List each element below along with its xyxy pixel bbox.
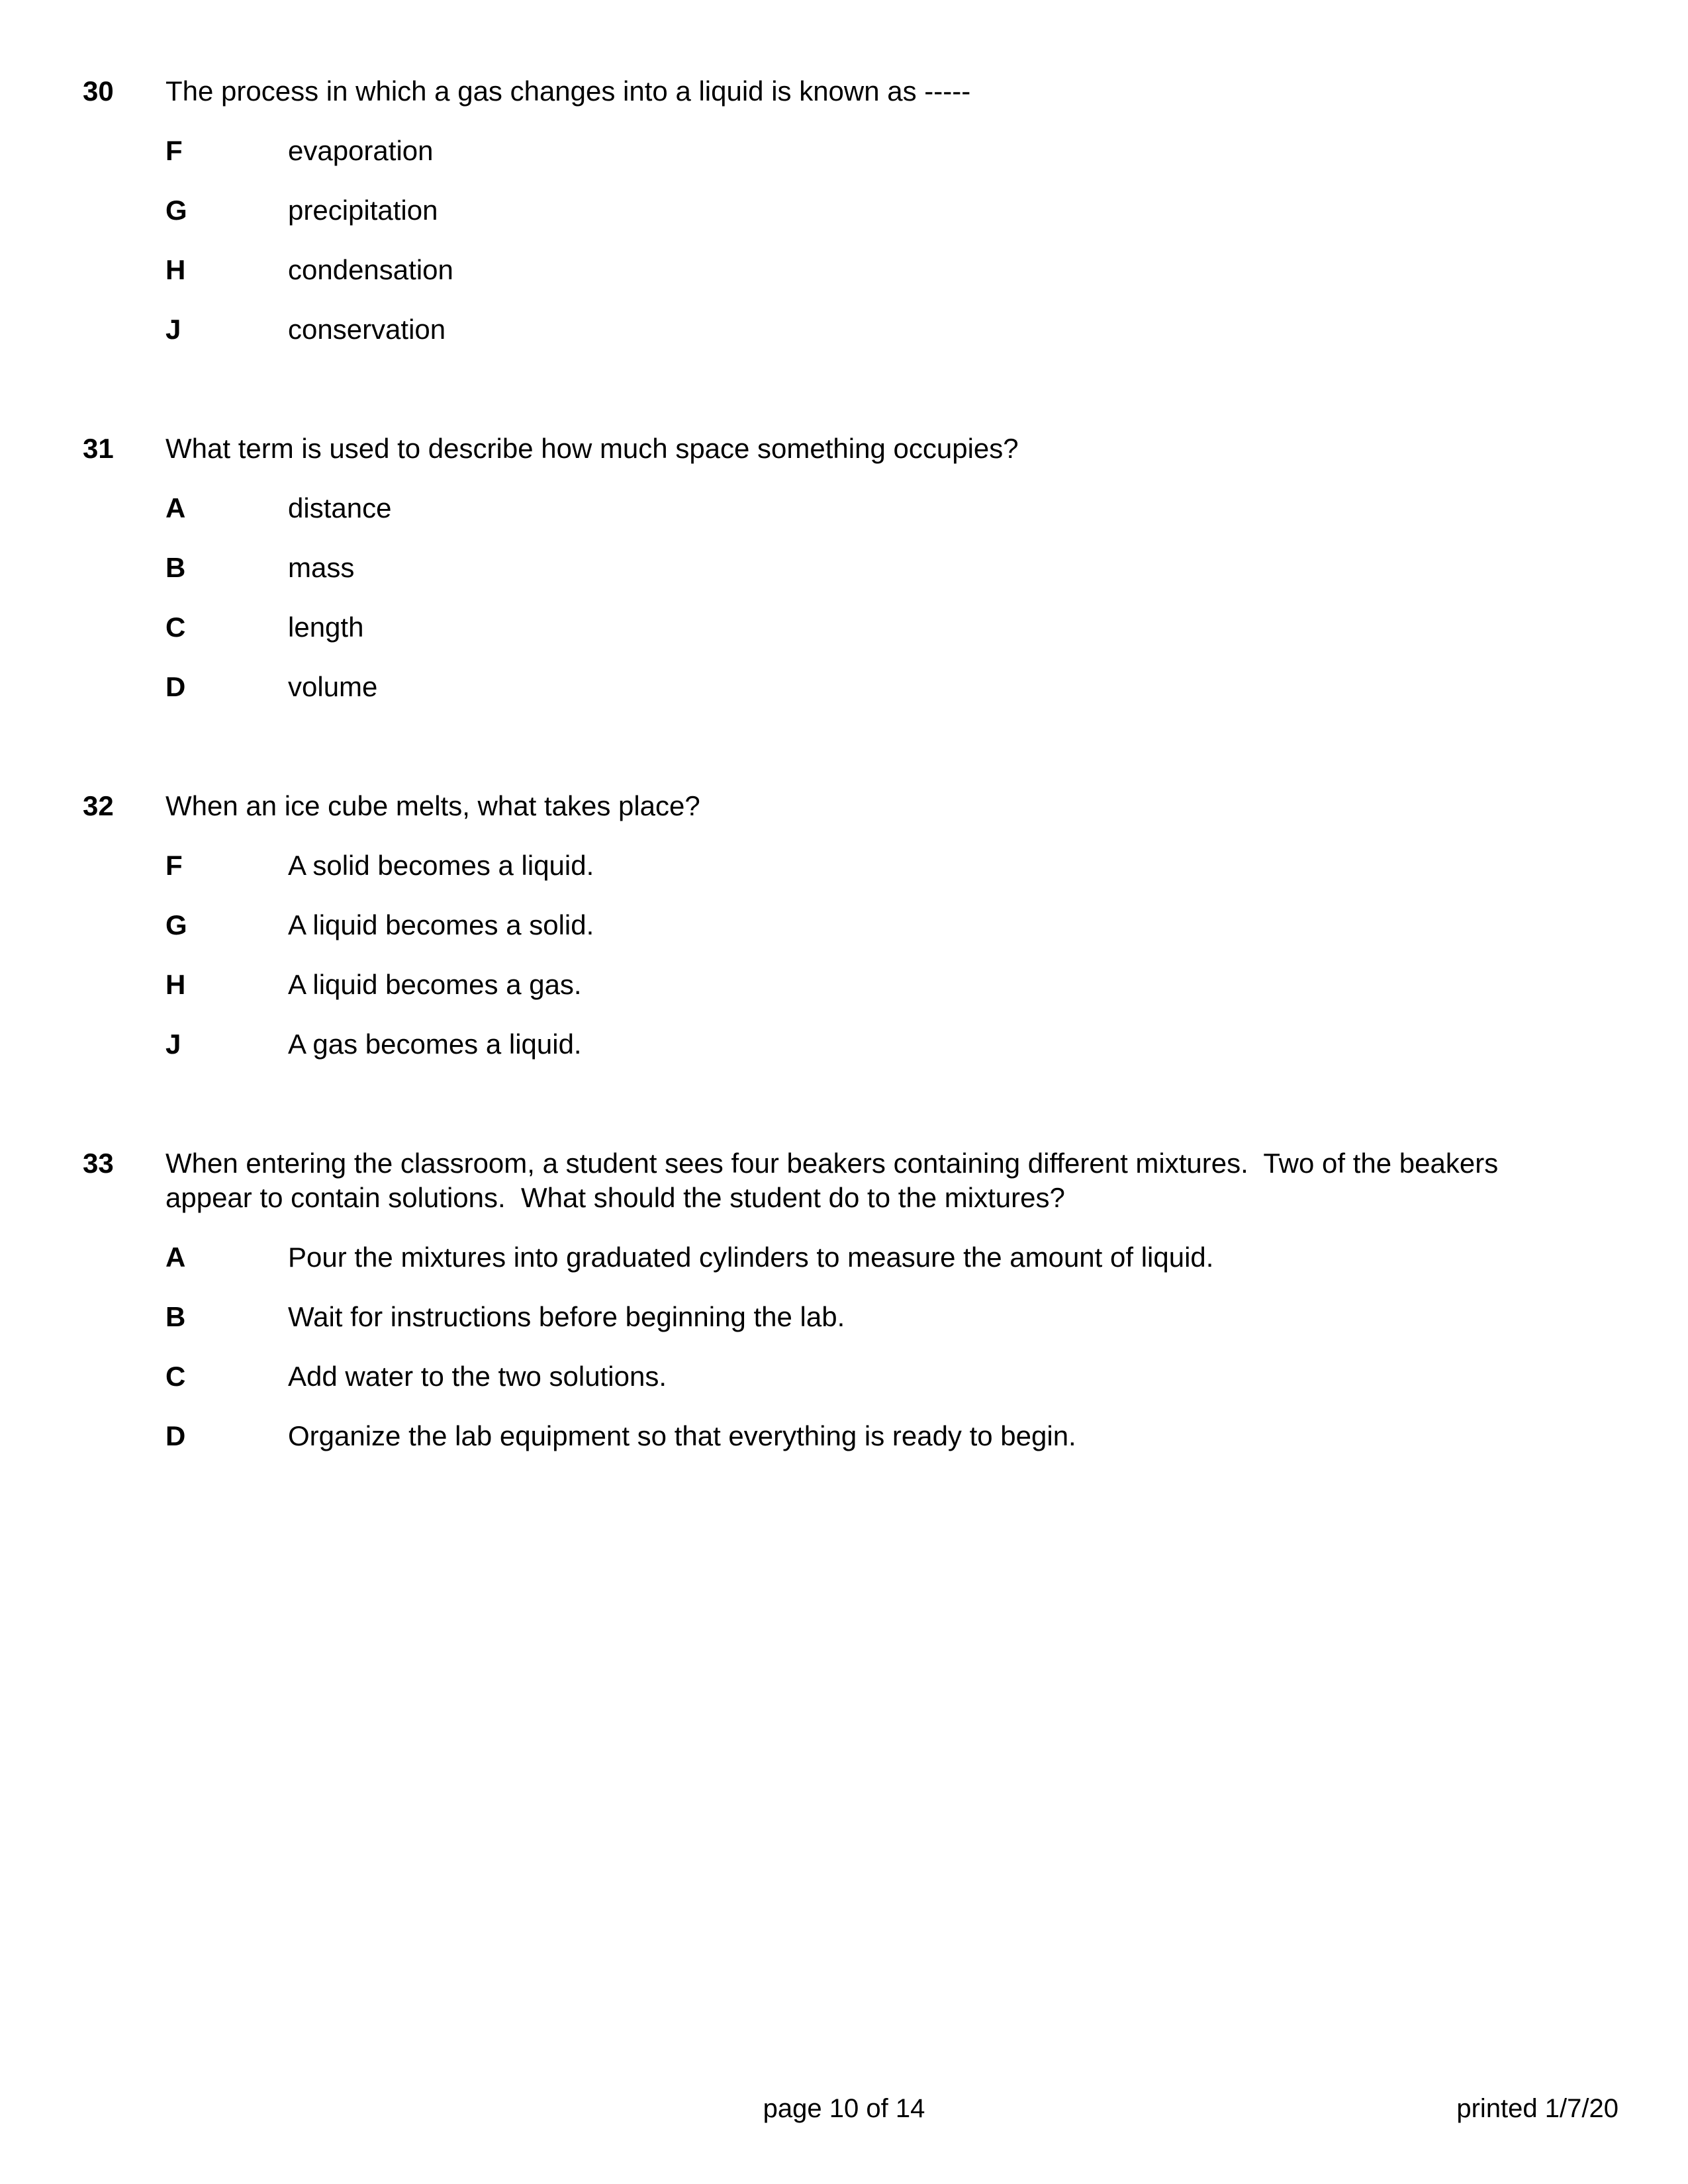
- option-text: precipitation: [288, 195, 438, 226]
- question-number: 30: [83, 75, 114, 107]
- option-text: distance: [288, 492, 392, 523]
- option-row: [165, 610, 1618, 645]
- question-row: [83, 74, 1618, 109]
- question-number: 31: [83, 433, 114, 464]
- question-text-line: When entering the classroom, a student sees four beakers containing different mixtures. Two of the beakers: [165, 1148, 1499, 1179]
- option-row: [165, 968, 1618, 1002]
- option-letter: B: [165, 552, 186, 583]
- question-text: [165, 74, 1618, 109]
- option-row: [165, 848, 1618, 883]
- question-31: [83, 432, 1618, 704]
- option-letter: A: [165, 492, 186, 523]
- option-letter: J: [165, 314, 181, 345]
- question-row: [83, 432, 1618, 466]
- option-row: [165, 134, 1618, 168]
- question-text: [165, 432, 1618, 466]
- option-text: volume: [288, 671, 378, 702]
- options-list: [83, 491, 1618, 704]
- question-text: [165, 789, 1618, 823]
- option-letter: D: [165, 671, 186, 702]
- option-row: [165, 193, 1618, 228]
- option-row: [165, 551, 1618, 585]
- question-text-line: When an ice cube melts, what takes place?: [165, 790, 700, 821]
- option-letter: G: [165, 195, 187, 226]
- option-text: Pour the mixtures into graduated cylinders to measure the amount of liquid.: [288, 1242, 1214, 1273]
- question-text-line: appear to contain solutions. What should the student do to the mixtures?: [165, 1182, 1065, 1213]
- footer-printed-date: printed 1/7/20: [1456, 2094, 1618, 2123]
- option-row: [165, 1419, 1618, 1453]
- question-row: [83, 1146, 1618, 1215]
- option-row: [165, 253, 1618, 287]
- option-text: Organize the lab equipment so that everything is ready to begin.: [288, 1420, 1076, 1451]
- option-row: [165, 312, 1618, 347]
- option-row: [165, 491, 1618, 525]
- option-row: [165, 670, 1618, 704]
- question-text-line: The process in which a gas changes into a liquid is known as -----: [165, 75, 971, 107]
- option-row: [165, 908, 1618, 942]
- question-30: [83, 74, 1618, 347]
- option-row: [165, 1359, 1618, 1394]
- option-letter: F: [165, 135, 183, 166]
- option-letter: F: [165, 850, 183, 881]
- options-list: [83, 848, 1618, 1062]
- option-row: [165, 1027, 1618, 1062]
- option-letter: C: [165, 1361, 186, 1392]
- option-text: evaporation: [288, 135, 434, 166]
- option-letter: H: [165, 969, 186, 1000]
- question-text: [165, 1146, 1618, 1215]
- option-text: A liquid becomes a solid.: [288, 909, 594, 940]
- option-letter: B: [165, 1301, 186, 1332]
- option-row: [165, 1240, 1618, 1275]
- question-number: 32: [83, 790, 114, 821]
- option-text: length: [288, 612, 364, 643]
- options-list: [83, 1240, 1618, 1453]
- option-letter: C: [165, 612, 186, 643]
- question-33: [83, 1146, 1618, 1453]
- option-letter: H: [165, 254, 186, 285]
- footer-page-number: page 10 of 14: [763, 2094, 925, 2123]
- question-number: 33: [83, 1148, 114, 1179]
- option-text: mass: [288, 552, 355, 583]
- question-32: [83, 789, 1618, 1062]
- option-text: condensation: [288, 254, 453, 285]
- page-footer: [0, 2093, 1688, 2127]
- option-text: A gas becomes a liquid.: [288, 1028, 582, 1060]
- option-letter: J: [165, 1028, 181, 1060]
- questions-area: [83, 74, 1618, 1453]
- option-text: Wait for instructions before beginning the lab.: [288, 1301, 845, 1332]
- option-text: conservation: [288, 314, 446, 345]
- option-letter: G: [165, 909, 187, 940]
- question-text-line: What term is used to describe how much space something occupies?: [165, 433, 1019, 464]
- option-text: Add water to the two solutions.: [288, 1361, 667, 1392]
- option-text: A solid becomes a liquid.: [288, 850, 594, 881]
- option-row: [165, 1300, 1618, 1334]
- question-row: [83, 789, 1618, 823]
- option-letter: A: [165, 1242, 186, 1273]
- option-letter: D: [165, 1420, 186, 1451]
- options-list: [83, 134, 1618, 347]
- option-text: A liquid becomes a gas.: [288, 969, 582, 1000]
